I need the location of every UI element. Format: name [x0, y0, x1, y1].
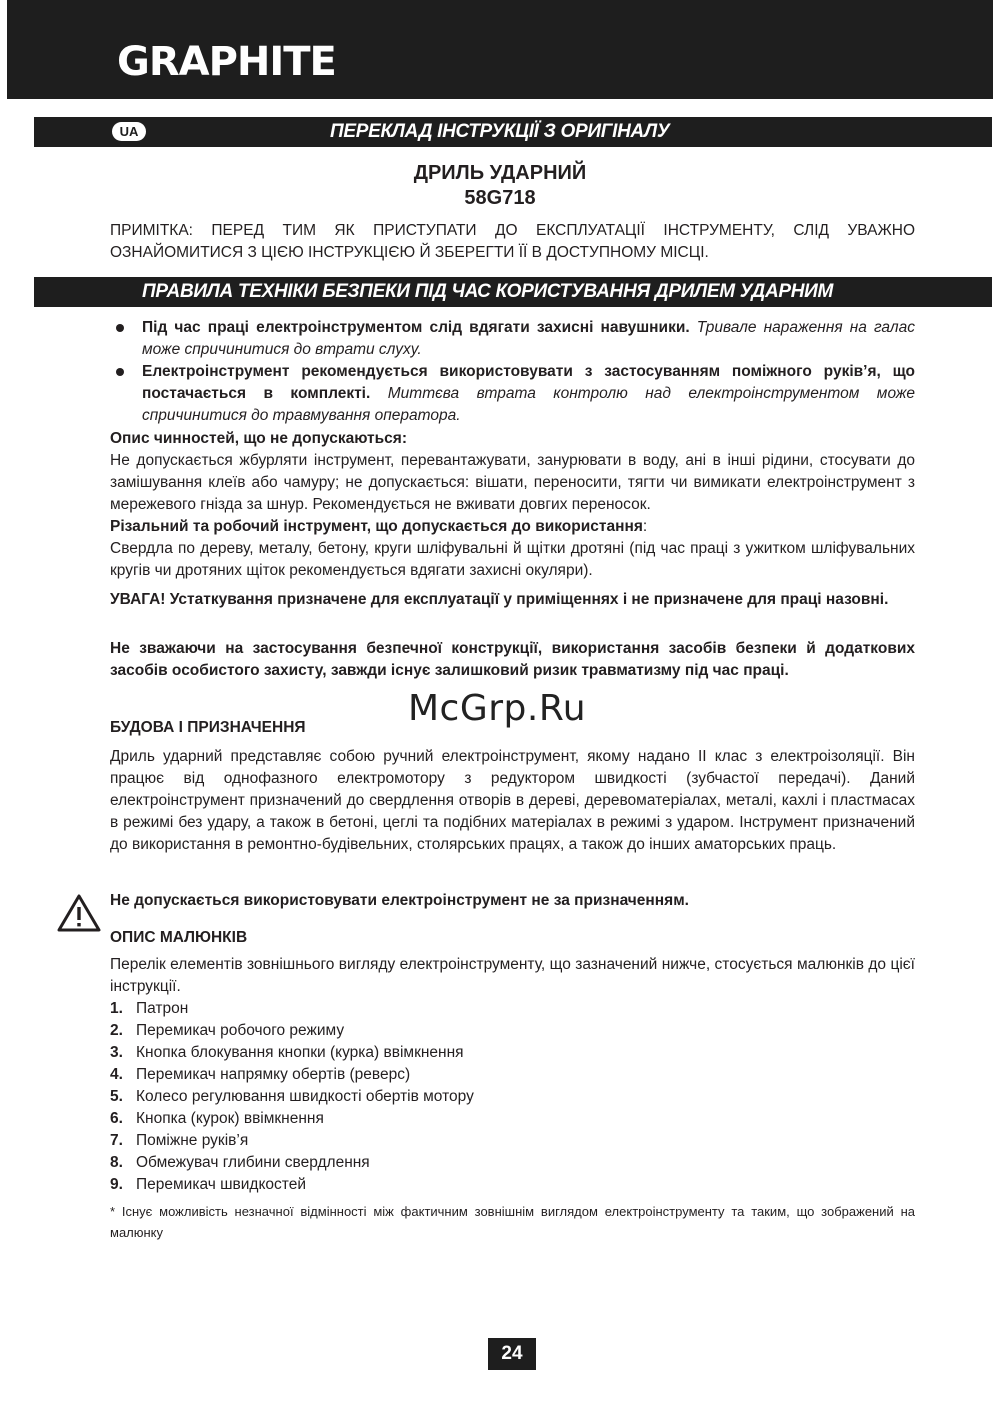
list-item: 5. Колесо регулювання швидкості обертів мотору — [110, 1088, 474, 1105]
safety-bar — [34, 277, 992, 307]
footnote: * Існує можливість незначної відмінності між фактичним зовнішнім виглядом електроінструменту та таким, що зображений на малюнку — [110, 1204, 915, 1240]
safety-bullet — [142, 317, 915, 361]
figures-heading: ОПИС МАЛЮНКІВ — [110, 929, 248, 946]
language-badge: UA — [112, 122, 146, 141]
misuse-warning: Не допускається використовувати електроінструмент не за призначенням. — [110, 892, 689, 909]
construction-heading: БУДОВА І ПРИЗНАЧЕННЯ — [110, 719, 306, 736]
tools-heading-colon: : — [642, 518, 648, 535]
list-item: 2. Перемикач робочого режиму — [110, 1022, 345, 1039]
indoor-warning: УВАГА! Устаткування призначене для експлуатації у приміщеннях і не призначене для праці назовні. — [110, 591, 889, 608]
list-item: 1. Патрон — [110, 1000, 189, 1017]
tools-text: Свердла по дереву, металу, бетону, круги шліфувальні й щітки дротяні (під час праці з ужитком шліфувальних кругів чи дротяних щіток рекомендується вдягати захисні окуляри). — [110, 540, 915, 579]
page-number: 24 — [488, 1338, 536, 1370]
bullet-bold-text: Під час праці електроінструментом слід вдягати захисні навушники. — [142, 319, 690, 336]
safety-bullet — [142, 361, 915, 427]
page-header — [7, 0, 993, 99]
bullet-dot — [116, 368, 124, 376]
intro-note: ПРИМІТКА: ПЕРЕД ТИМ ЯК ПРИСТУПАТИ ДО ЕКСПЛУАТАЦІЇ ІНСТРУМЕНТУ, СЛІД УВАЖНО ОЗНАЙОМИТИСЯ З ЦІЄЮ ІНСТРУКЦІЄЮ Й ЗБЕРЕГТИ ЇЇ В ДОСТУПНОМУ МІСЦІ. — [110, 222, 915, 261]
tools-heading — [110, 516, 915, 538]
watermark: McGrp.Ru — [408, 688, 587, 729]
bullet-italic-text: Миттєва втрата контролю над електроінструментом може спричинитися до травмування оператора. — [142, 385, 916, 424]
list-item: 4. Перемикач напрямку обертів (реверс) — [110, 1066, 411, 1083]
figures-intro: Перелік елементів зовнішнього вигляду електроінструменту, що зазначений нижче, стосується малюнків до цієї інструкції. — [110, 956, 915, 995]
residual-risk: Не зважаючи на застосування безпечної конструкції, використання засобів безпеки й додаткових засобів особистого захисту, завжди існує залишковий ризик травматизму під час праці. — [110, 640, 915, 679]
product-model: 58G718 — [464, 187, 536, 209]
list-item: 3. Кнопка блокування кнопки (курка) ввімкнення — [110, 1044, 464, 1061]
list-item: 9. Перемикач швидкостей — [110, 1176, 307, 1193]
tools-heading-text: Різальний та робочий інструмент, що допускається до використання — [110, 518, 643, 535]
list-item: 7. Поміжне руків’я — [110, 1132, 249, 1149]
warning-triangle-icon — [56, 893, 102, 933]
bullet-italic-text: Тривале нараження на галас може спричинитися до втрати слуху. — [142, 319, 915, 358]
prohibited-text: Не допускається жбурляти інструмент, перевантажувати, занурювати в воду, ані в інші рідини, стосувати до замішування клеїв або чамуру; не допускається: вішати, переносити, тягти чи вимикати електроінструмент з мережевого гнізда за шнур. Рекомендується не вживати довгих переносок. — [110, 452, 915, 513]
translation-title: ПЕРЕКЛАД ІНСТРУКЦІЇ З ОРИГІНАЛУ — [330, 121, 670, 142]
brand-logo: GRAPHITE — [117, 39, 336, 85]
safety-title: ПРАВИЛА ТЕХНІКИ БЕЗПЕКИ ПІД ЧАС КОРИСТУВАННЯ ДРИЛЕМ УДАРНИМ — [142, 281, 834, 302]
product-title: ДРИЛЬ УДАРНИЙ — [413, 162, 587, 184]
translation-bar — [34, 117, 992, 147]
bullet-bold-text: Електроінструмент рекомендується використовувати з застосуванням поміжного руків’я, що постачається в комплекті. — [142, 363, 915, 402]
list-item: 6. Кнопка (курок) ввімкнення — [110, 1110, 324, 1127]
list-item: 8. Обмежувач глибини свердлення — [110, 1154, 370, 1171]
construction-text: Дриль ударний представляє собою ручний електроінструмент, якому надано II клас з електроізоляції. Він працює від однофазного електромотору з редуктором швидкості (зубчастої передачі). Даний електроінструмент призначений до свердлення отворів в дереві, деревоматеріалах, металі, кахлі і пластмасах в режимі без удару, а також в бетоні, цеглі та подібних матеріалах в режимі з ударом. Інструмент призначений до використання в ремонтно-будівельних, столярських працях, а також до інших аматорських праць. — [110, 748, 915, 853]
bullet-dot — [116, 324, 124, 332]
prohibited-heading: Опис чинностей, що не допускаються: — [110, 430, 407, 447]
